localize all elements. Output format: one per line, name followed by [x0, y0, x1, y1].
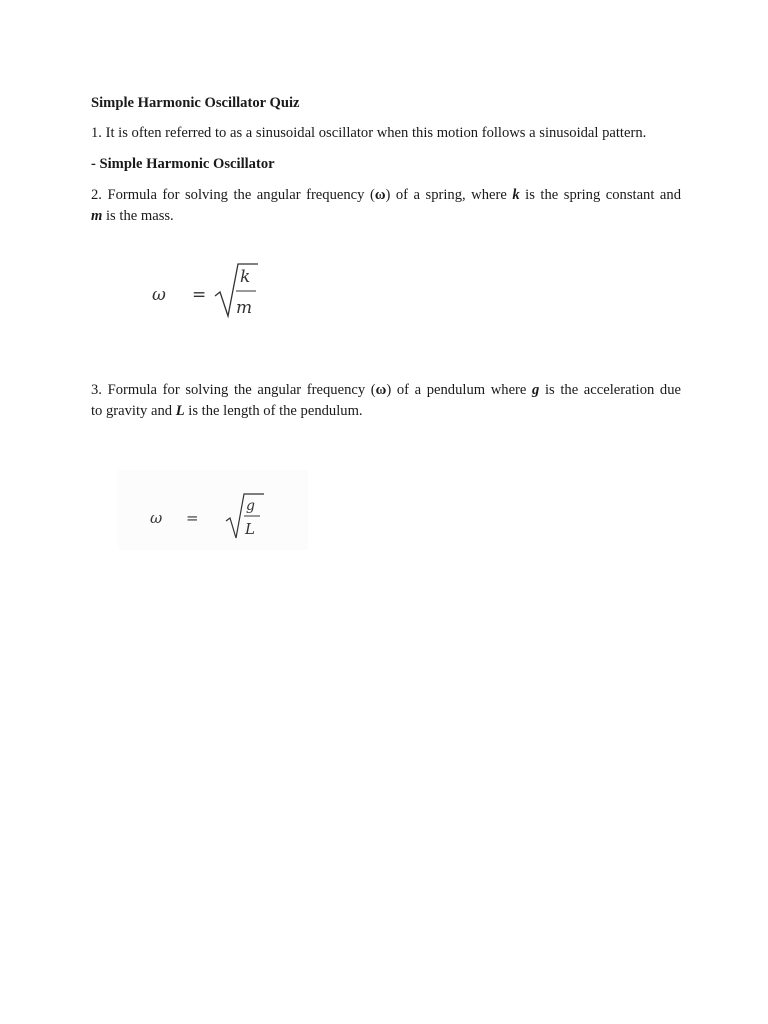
omega-symbol: ω [374, 187, 386, 203]
question-3 [91, 380, 681, 422]
formula-pendulum-equals: = [186, 509, 199, 527]
question-1: 1. It is often referred to as a sinusoidal oscillator when this motion follows a sinusoidal pattern. [91, 125, 647, 141]
formula-pendulum-lhs: ω [150, 509, 163, 527]
question-2 [91, 185, 681, 227]
question-3-line-2: to gravity and L is the length of the pendulum. [91, 403, 363, 419]
formula-spring-lhs: ω [152, 285, 166, 305]
var-k: k [512, 187, 520, 203]
formula-pendulum-numerator: g [246, 498, 255, 514]
omega-symbol-2: ω [375, 382, 387, 398]
formula-pendulum [140, 488, 280, 544]
formula-spring-equals: = [192, 285, 207, 305]
formula-spring [140, 258, 280, 322]
question-3-line-1: 3. Formula for solving the angular frequency (ω) of a pendulum where g is the acceleration due [91, 382, 681, 398]
question-2-line-2: m is the mass. [91, 208, 174, 224]
var-g: g [532, 382, 540, 398]
page-title: Simple Harmonic Oscillator Quiz [91, 95, 300, 111]
var-L: L [175, 403, 185, 419]
formula-spring-numerator: k [240, 267, 251, 287]
formula-pendulum-denominator: L [245, 520, 255, 538]
answer-1: - Simple Harmonic Oscillator [91, 156, 275, 172]
formula-spring-denominator: m [236, 298, 253, 318]
question-2-line-1: 2. Formula for solving the angular frequency (ω) of a spring, where k is the spring constant and [91, 187, 681, 203]
var-m: m [91, 208, 103, 224]
